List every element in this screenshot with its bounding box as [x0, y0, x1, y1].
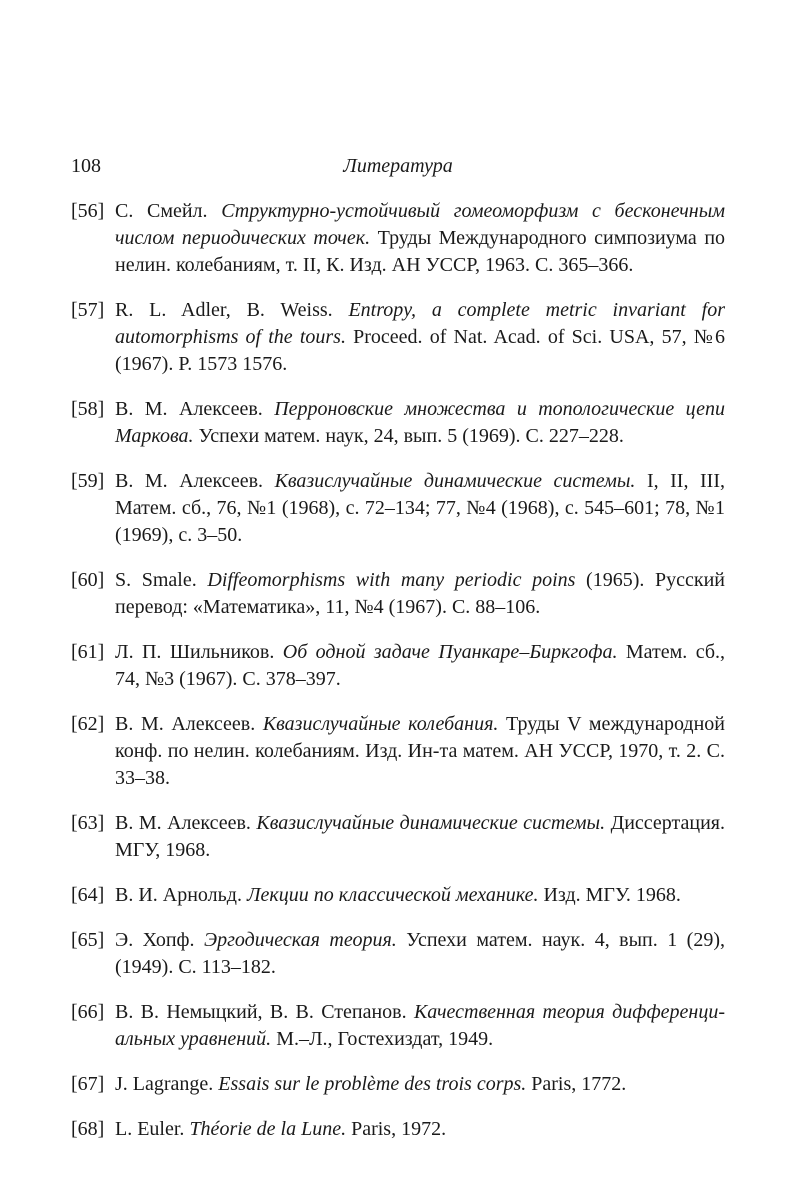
reference-authors: R. L. Adler, B. Weiss. [115, 299, 333, 321]
reference-number: [61] [71, 641, 105, 663]
reference-number: [56] [71, 200, 105, 222]
reference-source: Труды V междунаpодной конф. по нелин. колебаниям. Изд. Ин-та матем. АН УССР, 1970, т. 2. С. 33–38. [115, 713, 725, 789]
running-title: Литература [343, 155, 453, 177]
reference-source: Успехи матем. наук. 4, вып. 1 (29), (1949). С. 113–182. [115, 929, 725, 978]
reference-title: Структурно-устойчивый гомеоморфизм с бесконечным числом периодических точек. [115, 200, 725, 249]
bibliography-entry [71, 927, 725, 981]
reference-authors: Э. Хопф. [115, 929, 195, 951]
reference-source: Paris, 1772. [531, 1073, 627, 1095]
reference-number: [60] [71, 569, 105, 591]
reference-number: [59] [71, 470, 105, 492]
reference-text [115, 927, 725, 981]
reference-title: Квазислучайные колебания. [262, 713, 499, 735]
reference-authors: S. Smale. [115, 569, 197, 591]
reference-text [115, 711, 725, 792]
reference-source: I, II, III, Матем. сб., 76, №1 (1968), с. 72–134; 77, №4 (1968), с. 545–601; 78, №1 (1969), с. 3–50. [115, 470, 725, 546]
reference-number: [58] [71, 398, 105, 420]
reference-authors: В. В. Немыцкий, В. В. Степанов. [115, 1001, 407, 1023]
reference-source: Изд. МГУ. 1968. [543, 884, 681, 906]
reference-number: [64] [71, 884, 105, 906]
reference-number: [63] [71, 812, 105, 834]
bibliography-entry [71, 1116, 725, 1143]
reference-authors: В. М. Алексеев. [115, 398, 263, 420]
reference-text [115, 1116, 725, 1143]
reference-number: [65] [71, 929, 105, 951]
bibliography-list [71, 198, 725, 1161]
reference-text [115, 882, 725, 909]
reference-authors: С. Смейл. [115, 200, 208, 222]
reference-text [115, 639, 725, 693]
reference-authors: J. Lagrange. [115, 1073, 214, 1095]
reference-title: Diffeomorphisms with many periodic poins [207, 569, 576, 591]
reference-text [115, 567, 725, 621]
bibliography-entry [71, 396, 725, 450]
bibliography-entry [71, 882, 725, 909]
reference-text [115, 1071, 725, 1098]
reference-title: Лекции по классической механике. [246, 884, 539, 906]
reference-source: Proceed. of Nat. Acad. of Sci. USA, 57, №6 (1967). P. 1573 1576. [115, 326, 725, 375]
reference-title: Essais sur le problème des trois corps. [218, 1073, 527, 1095]
bibliography-entry [71, 1071, 725, 1098]
reference-text [115, 810, 725, 864]
reference-source: Диссертация. МГУ, 1968. [115, 812, 725, 861]
reference-authors: В. М. Алексеев. [115, 470, 264, 492]
bibliography-entry [71, 468, 725, 549]
page-header [71, 155, 725, 185]
reference-authors: В. И. Арнольд. [115, 884, 242, 906]
reference-title: Entropy, a complete metric invariant for automorphisms of the tours. [115, 299, 726, 348]
reference-authors: L. Euler. [115, 1118, 185, 1140]
bibliography-entry [71, 567, 725, 621]
reference-title: Качественная теория дифференциальных уравнений. [115, 1001, 725, 1050]
bibliography-entry [71, 810, 725, 864]
reference-title: Квазислучайные динамические системы. [274, 470, 636, 492]
reference-number: [62] [71, 713, 105, 735]
reference-title: Эргодическая теория. [203, 929, 397, 951]
reference-source: Труды Международного симпозиума по нелин. колебаниям, т. II, К. Изд. АН УССР, 1963. С. 365–366. [115, 227, 726, 276]
reference-number: [67] [71, 1073, 105, 1095]
reference-text [115, 198, 725, 279]
page-number: 108 [71, 155, 101, 177]
reference-title: Théorie de la Lune. [189, 1118, 347, 1140]
bibliography-entry [71, 711, 725, 792]
reference-authors: В. М. Алексеев. [115, 812, 251, 834]
bibliography-entry [71, 639, 725, 693]
reference-source: Матем. сб., 74, №3 (1967). С. 378–397. [115, 641, 725, 690]
reference-source: Успехи матем. наук, 24, вып. 5 (1969). С. 227–228. [198, 425, 624, 447]
reference-text [115, 468, 725, 549]
reference-source: Paris, 1972. [351, 1118, 447, 1140]
reference-number: [68] [71, 1118, 105, 1140]
reference-text [115, 297, 725, 378]
reference-authors: В. М. Алексеев. [115, 713, 256, 735]
reference-number: [66] [71, 1001, 105, 1023]
reference-title: Перроновские множества и топологические цепи Маркова. [115, 398, 725, 447]
reference-text [115, 396, 725, 450]
reference-title: Об одной задаче Пуанкаре–Биркгофа. [282, 641, 618, 663]
bibliography-entry [71, 999, 725, 1053]
reference-source: (1965). Русский перевод: «Математика», 11, №4 (1967). С. 88–106. [115, 569, 725, 618]
reference-authors: Л. П. Шильников. [115, 641, 275, 663]
bibliography-entry [71, 198, 725, 279]
reference-source: М.–Л., Гостехиздат, 1949. [276, 1028, 494, 1050]
bibliography-entry [71, 297, 725, 378]
reference-number: [57] [71, 299, 105, 321]
reference-text [115, 999, 725, 1053]
reference-title: Квазислучайные динамические системы. [256, 812, 606, 834]
